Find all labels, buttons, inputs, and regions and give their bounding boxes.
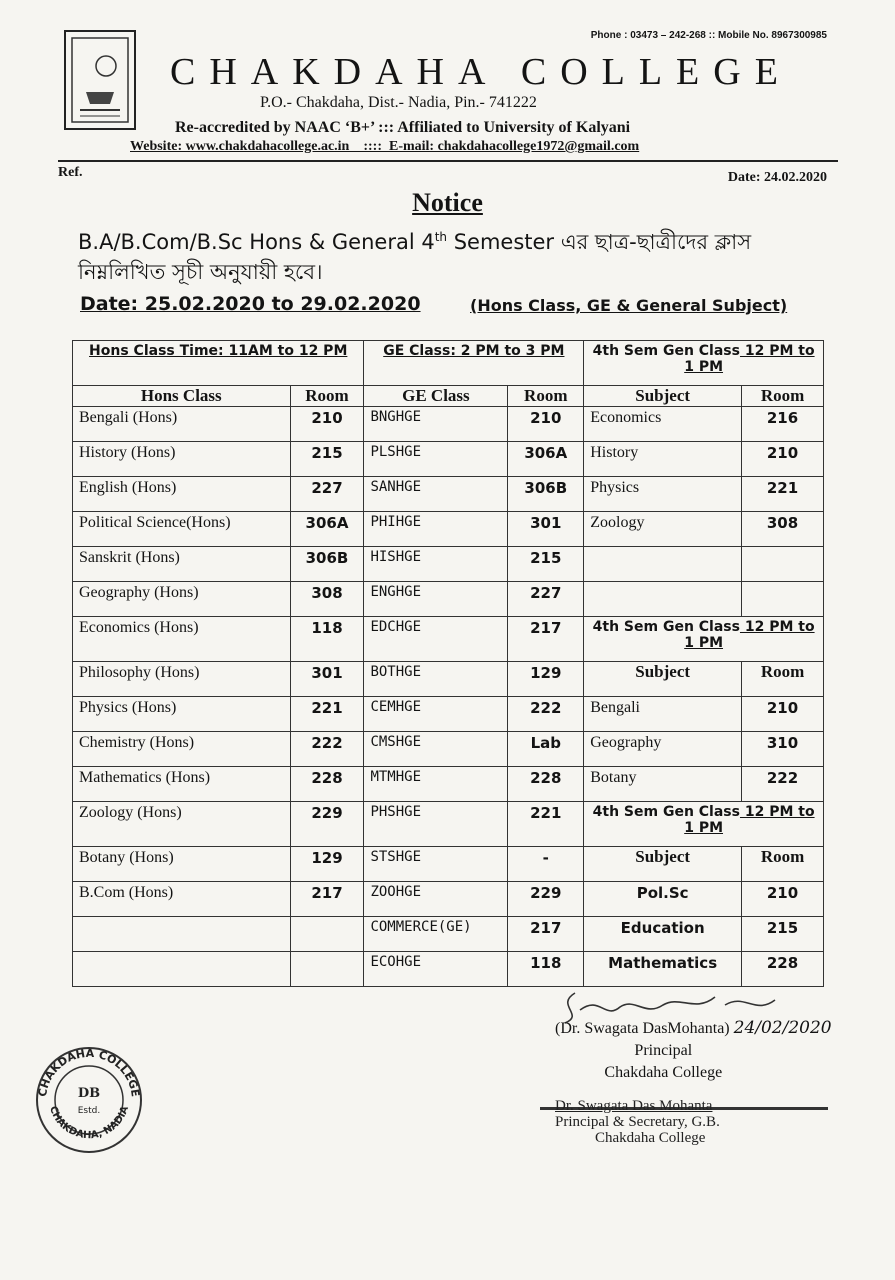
- date-range: Date: 25.02.2020 to 29.02.2020: [80, 293, 421, 315]
- ref-label: Ref.: [58, 165, 83, 180]
- subject-room-cell: 216: [742, 407, 824, 442]
- subject-cell: [584, 547, 742, 582]
- gen-class-time: 12 PM to 1 PM: [684, 619, 815, 651]
- subject-room-cell: 310: [742, 732, 824, 767]
- hons-room-cell: 129: [290, 847, 364, 882]
- college-logo: [64, 30, 136, 130]
- hons-room-cell: 228: [290, 767, 364, 802]
- table-row: [73, 407, 824, 442]
- table-row: [73, 582, 824, 617]
- intro-text-1: B.A/B.Com/B.Sc Hons & General 4: [78, 230, 435, 254]
- ge-class-cell: ENGHGE: [364, 582, 508, 617]
- ge-class-cell: COMMERCE(GE): [364, 917, 508, 952]
- subject-room-cell: 210: [742, 882, 824, 917]
- hons-class-cell: History (Hons): [73, 442, 291, 477]
- hons-class-cell: Botany (Hons): [73, 847, 291, 882]
- ge-room-cell: 129: [508, 662, 584, 697]
- college-name: CHAKDAHA COLLEGE: [170, 51, 792, 93]
- ge-room-cell: 210: [508, 407, 584, 442]
- ge-room-cell: 118: [508, 952, 584, 987]
- gen-class-time: 12 PM to 1 PM: [684, 804, 815, 836]
- hons-room-cell: 227: [290, 477, 364, 512]
- ge-room-cell: 227: [508, 582, 584, 617]
- college-address: P.O.- Chakdaha, Dist.- Nadia, Pin.- 741222: [260, 94, 537, 111]
- gen-class-section-header: [584, 341, 824, 386]
- col-header-room: Room: [742, 386, 824, 407]
- accreditation-line: Re-accredited by NAAC ‘B+’ ::: Affiliated to University of Kalyani: [175, 119, 631, 136]
- hons-room-cell: 215: [290, 442, 364, 477]
- stamp-line-1: Dr. Swagata Das Mohanta: [555, 1098, 713, 1114]
- subject-room-cell: [742, 547, 824, 582]
- subject-room-cell: [742, 582, 824, 617]
- ge-class-cell: BNGHGE: [364, 407, 508, 442]
- subject-cell: Bengali: [584, 697, 742, 732]
- ge-room-cell: 217: [508, 617, 584, 662]
- gen-class-label: 4th Sem Gen Class: [592, 804, 740, 820]
- table-row: [73, 732, 824, 767]
- svg-text:CHAKDAHA, NADIA: CHAKDAHA, NADIA: [47, 1104, 131, 1142]
- ge-room-cell: 228: [508, 767, 584, 802]
- hons-class-cell: Physics (Hons): [73, 697, 291, 732]
- subject-room-cell: 222: [742, 767, 824, 802]
- hons-class-cell: Zoology (Hons): [73, 802, 291, 847]
- hons-class-cell: English (Hons): [73, 477, 291, 512]
- table-row: [73, 697, 824, 732]
- class-schedule-table: [72, 340, 824, 987]
- subject-cell: Economics: [584, 407, 742, 442]
- gen-class-time: 12 PM to 1 PM: [684, 343, 815, 375]
- signature-block: [555, 1017, 832, 1084]
- hons-class-cell: Mathematics (Hons): [73, 767, 291, 802]
- phone-line: Phone : 03473 – 242-268 :: Mobile No. 8967300985: [590, 30, 827, 41]
- hons-class-cell: Bengali (Hons): [73, 407, 291, 442]
- ge-room-cell: 301: [508, 512, 584, 547]
- table-row: [73, 882, 824, 917]
- gen-class-section-header: [584, 802, 824, 847]
- hons-room-cell: 306B: [290, 547, 364, 582]
- subject-room-cell: 221: [742, 477, 824, 512]
- subject-room-cell: 210: [742, 697, 824, 732]
- ge-class-time: GE Class: 2 PM to 3 PM: [383, 343, 565, 359]
- signatory-college: Chakdaha College: [604, 1064, 723, 1081]
- ge-room-cell: 222: [508, 697, 584, 732]
- table-row: [73, 917, 824, 952]
- intro-superscript: th: [434, 230, 448, 244]
- stamp-line-2: Principal & Secretary, G.B.: [555, 1114, 720, 1130]
- gen-class-section-header: [584, 617, 824, 662]
- table-row: [73, 802, 824, 847]
- header-divider: [58, 160, 838, 162]
- table-row: [73, 547, 824, 582]
- subject-cell: Pol.Sc: [584, 882, 742, 917]
- ge-room-cell: 306B: [508, 477, 584, 512]
- notice-title: Notice: [412, 188, 483, 217]
- table-row: [73, 617, 824, 662]
- signatory-name: (Dr. Swagata DasMohanta) 24/02/2020: [555, 1018, 832, 1038]
- ge-room-cell: 221: [508, 802, 584, 847]
- hons-room-cell: 118: [290, 617, 364, 662]
- hons-section-header: [73, 341, 364, 386]
- svg-text:Estd.: Estd.: [77, 1106, 101, 1116]
- ge-room-cell: Lab: [508, 732, 584, 767]
- notice-intro: [78, 222, 838, 287]
- table-row: [73, 847, 824, 882]
- classes-note: (Hons Class, GE & General Subject): [470, 296, 788, 315]
- hons-room-cell: 306A: [290, 512, 364, 547]
- hons-room-cell: [290, 952, 364, 987]
- hons-room-cell: 221: [290, 697, 364, 732]
- table-row: [73, 662, 824, 697]
- col-header-room: Room: [742, 847, 824, 882]
- ge-room-cell: 229: [508, 882, 584, 917]
- hons-room-cell: 308: [290, 582, 364, 617]
- table-row: [73, 767, 824, 802]
- subject-cell: Education: [584, 917, 742, 952]
- hons-class-cell: [73, 917, 291, 952]
- hons-room-cell: 217: [290, 882, 364, 917]
- table-row: [73, 442, 824, 477]
- col-header-subject: Subject: [584, 847, 742, 882]
- col-header-hons-class: Hons Class: [73, 386, 291, 407]
- hons-class-cell: B.Com (Hons): [73, 882, 291, 917]
- ge-room-cell: -: [508, 847, 584, 882]
- hons-class-time: Hons Class Time: 11AM to 12 PM: [89, 343, 348, 359]
- svg-text:DB: DB: [77, 1086, 101, 1101]
- logo-emblem-icon: [66, 32, 134, 128]
- subject-cell: Botany: [584, 767, 742, 802]
- ge-class-cell: ECOHGE: [364, 952, 508, 987]
- subject-room-cell: 215: [742, 917, 824, 952]
- hons-class-cell: [73, 952, 291, 987]
- table-row: [73, 477, 824, 512]
- subject-room-cell: 308: [742, 512, 824, 547]
- col-header-room: Room: [508, 386, 584, 407]
- ge-class-cell: HISHGE: [364, 547, 508, 582]
- hons-class-cell: Sanskrit (Hons): [73, 547, 291, 582]
- ge-room-cell: 215: [508, 547, 584, 582]
- notice-date: Date: 24.02.2020: [727, 170, 827, 185]
- col-header-subject: Subject: [584, 386, 742, 407]
- hons-class-cell: Chemistry (Hons): [73, 732, 291, 767]
- hons-room-cell: 210: [290, 407, 364, 442]
- col-header-room: Room: [742, 662, 824, 697]
- svg-text:CHAKDAHA COLLEGE: CHAKDAHA COLLEGE: [36, 1046, 142, 1098]
- ge-class-cell: EDCHGE: [364, 617, 508, 662]
- ge-room-cell: 306A: [508, 442, 584, 477]
- ge-class-cell: MTMHGE: [364, 767, 508, 802]
- subject-cell: Mathematics: [584, 952, 742, 987]
- gen-class-label: 4th Sem Gen Class: [592, 619, 740, 635]
- subject-cell: Geography: [584, 732, 742, 767]
- subject-room-cell: 228: [742, 952, 824, 987]
- subject-room-cell: 210: [742, 442, 824, 477]
- stamp-line-3: Chakdaha College: [595, 1130, 706, 1146]
- ge-section-header: [364, 341, 584, 386]
- ge-class-cell: PLSHGE: [364, 442, 508, 477]
- col-header-ge-class: GE Class: [364, 386, 508, 407]
- principal-stamp: [555, 1098, 720, 1146]
- ge-class-cell: ZOOHGE: [364, 882, 508, 917]
- website-email-line[interactable]: Website: www.chakdahacollege.ac.in :::: E-mail: chakdahacollege1972@gmail.com: [130, 139, 640, 154]
- ge-class-cell: PHSHGE: [364, 802, 508, 847]
- ge-class-cell: SANHGE: [364, 477, 508, 512]
- subject-cell: History: [584, 442, 742, 477]
- gen-class-label: 4th Sem Gen Class: [592, 343, 740, 359]
- ge-room-cell: 217: [508, 917, 584, 952]
- ge-class-cell: STSHGE: [364, 847, 508, 882]
- col-header-subject: Subject: [584, 662, 742, 697]
- hons-class-cell: Geography (Hons): [73, 582, 291, 617]
- hons-room-cell: 222: [290, 732, 364, 767]
- hons-class-cell: Philosophy (Hons): [73, 662, 291, 697]
- col-header-room: Room: [290, 386, 364, 407]
- column-header-row: [73, 386, 824, 407]
- ge-class-cell: CMSHGE: [364, 732, 508, 767]
- section-header-row: [73, 341, 824, 386]
- subject-cell: [584, 582, 742, 617]
- table-row: [73, 512, 824, 547]
- college-seal-icon: [34, 1045, 144, 1155]
- handwritten-date: 24/02/2020: [733, 1018, 832, 1038]
- hons-room-cell: [290, 917, 364, 952]
- subject-cell: Zoology: [584, 512, 742, 547]
- ge-class-cell: BOTHGE: [364, 662, 508, 697]
- intro-text-2: Semester এর ছাত্র-ছাত্রীদের ক্লাস নিম্নলিখিত সূচী অনুযায়ী হবে।: [78, 230, 752, 284]
- hons-room-cell: 229: [290, 802, 364, 847]
- ge-class-cell: PHIHGE: [364, 512, 508, 547]
- ge-class-cell: CEMHGE: [364, 697, 508, 732]
- subject-cell: Physics: [584, 477, 742, 512]
- signatory-role: Principal: [634, 1042, 693, 1059]
- hons-room-cell: 301: [290, 662, 364, 697]
- hons-class-cell: Economics (Hons): [73, 617, 291, 662]
- hons-class-cell: Political Science(Hons): [73, 512, 291, 547]
